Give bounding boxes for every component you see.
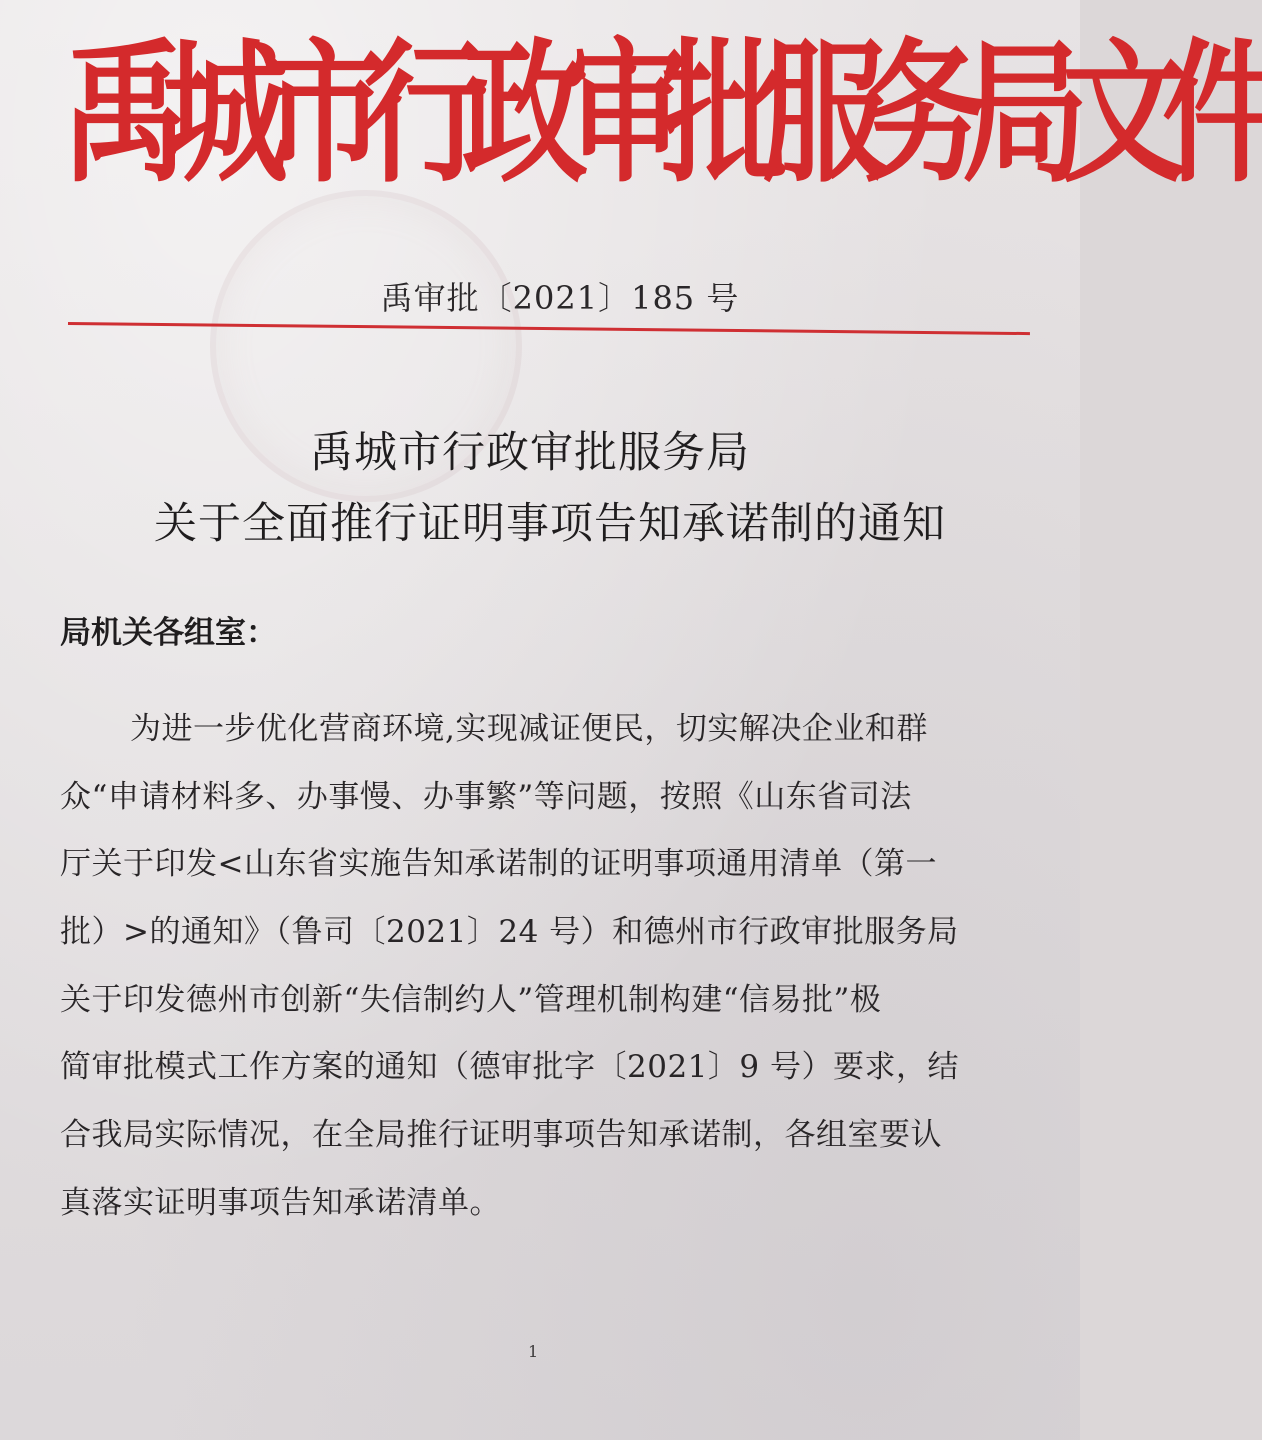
body-paragraph xyxy=(60,696,1020,1238)
body-line: 真落实证明事项告知承诺清单。 xyxy=(60,1184,501,1221)
body-line: 合我局实际情况，在全局推行证明事项告知承诺制，各组室要认 xyxy=(60,1117,942,1154)
document-number: 禹审批〔2021〕185 号 xyxy=(380,279,740,317)
body-line: 关于印发德州市创新“失信制约人”管理机制构建“信易批”极 xyxy=(60,981,882,1018)
agency-header: 禹城市行政审批服务局文件 xyxy=(62,31,1262,202)
body-line: 众“申请材料多、办事慢、办事繁”等问题，按照《山东省司法 xyxy=(60,778,912,815)
document-title-line-2: 关于全面推行证明事项告知承诺制的通知 xyxy=(154,499,946,549)
body-line: 批）>的通知》（鲁司〔2021〕24 号）和德州市行政审批服务局 xyxy=(60,914,959,951)
body-line: 厅关于印发<山东省实施告知承诺制的证明事项通用清单（第一 xyxy=(60,846,937,883)
page-number: 1 xyxy=(528,1342,539,1361)
body-line: 为进一步优化营商环境,实现减证便民，切实解决企业和群 xyxy=(130,711,928,747)
document-title-line-1: 禹城市行政审批服务局 xyxy=(310,428,750,478)
body-line: 简审批模式工作方案的通知（德审批字〔2021〕9 号）要求，结 xyxy=(60,1049,959,1086)
salutation: 局机关各组室： xyxy=(60,615,277,651)
